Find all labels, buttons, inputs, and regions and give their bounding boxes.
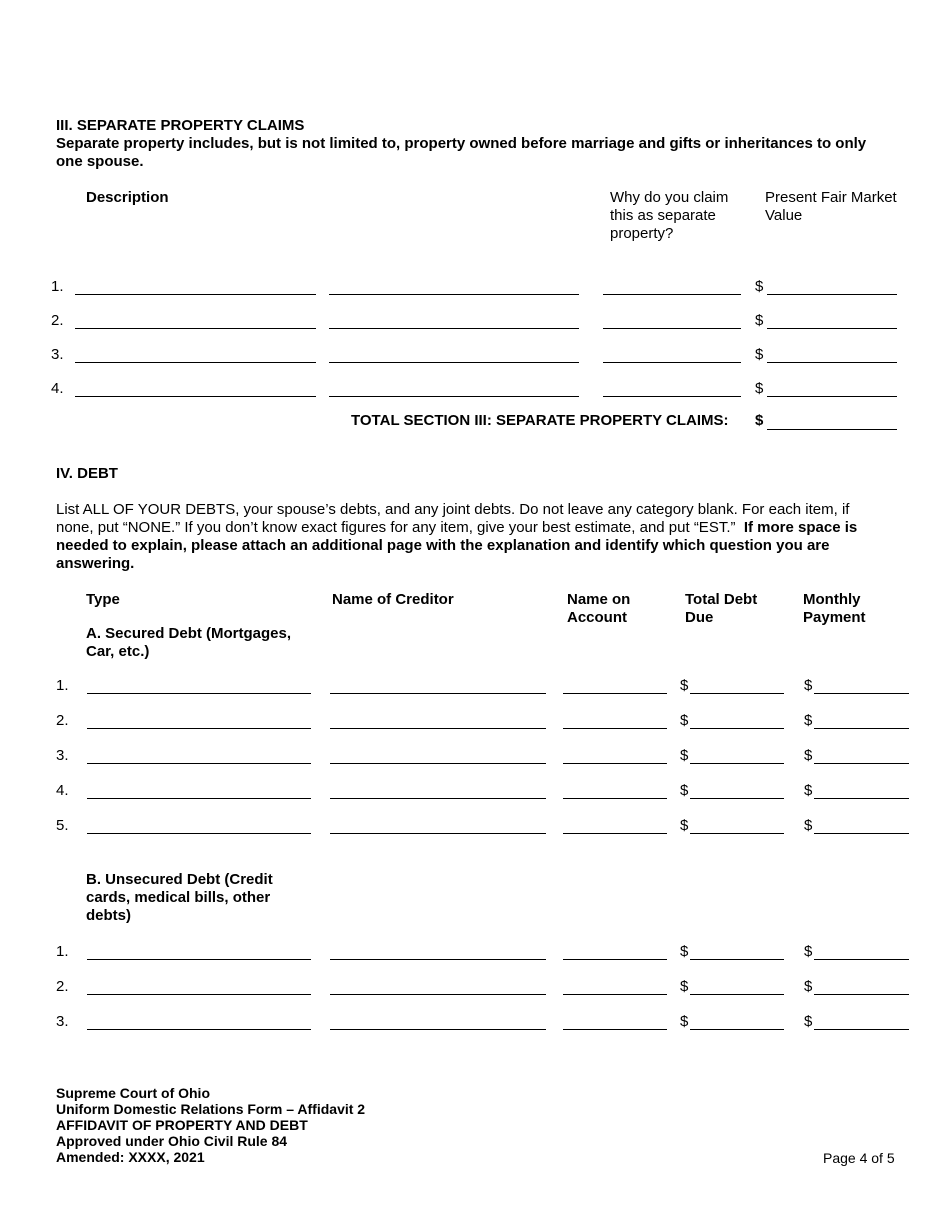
dollar-sign: $	[680, 978, 689, 995]
dollar-sign: $	[755, 346, 764, 363]
dollar-sign: $	[680, 782, 689, 799]
account-name-field[interactable]	[563, 833, 667, 834]
page-number: Page 4 of 5	[823, 1150, 895, 1166]
creditor-field[interactable]	[330, 959, 546, 960]
footer-title: AFFIDAVIT OF PROPERTY AND DEBT	[56, 1117, 308, 1133]
row-number: 3.	[56, 747, 69, 764]
creditor-field[interactable]	[330, 693, 546, 694]
creditor-field[interactable]	[330, 798, 546, 799]
dollar-sign: $	[755, 312, 764, 329]
total-debt-field[interactable]	[690, 994, 784, 995]
account-name-field[interactable]	[563, 798, 667, 799]
row-number: 3.	[51, 346, 64, 363]
dollar-sign: $	[680, 817, 689, 834]
monthly-payment-field[interactable]	[814, 1029, 909, 1030]
dollar-sign: $	[804, 677, 813, 694]
description-field[interactable]	[75, 294, 316, 295]
monthly-payment-field[interactable]	[814, 959, 909, 960]
account-name-field[interactable]	[563, 728, 667, 729]
col-name-of-creditor: Name of Creditor	[332, 591, 454, 608]
footer-court: Supreme Court of Ohio	[56, 1085, 210, 1101]
dollar-sign: $	[804, 817, 813, 834]
unsecured-debt-label: B. Unsecured Debt (Credit cards, medical bills, other debts)	[86, 871, 273, 924]
account-name-field[interactable]	[563, 959, 667, 960]
total-debt-field[interactable]	[690, 833, 784, 834]
monthly-payment-field[interactable]	[814, 763, 909, 764]
dollar-sign: $	[755, 278, 764, 295]
section3-heading: III. SEPARATE PROPERTY CLAIMS	[56, 117, 305, 134]
section3-intro: Separate property includes, but is not limited to, property owned before marriage and gifts or inheritances to only one spouse.	[56, 135, 867, 170]
type-field[interactable]	[87, 798, 311, 799]
row-number: 1.	[56, 677, 69, 694]
account-name-field[interactable]	[563, 763, 667, 764]
dollar-sign: $	[804, 943, 813, 960]
type-field[interactable]	[87, 1029, 311, 1030]
monthly-payment-field[interactable]	[814, 833, 909, 834]
value-field[interactable]	[767, 328, 897, 329]
monthly-payment-field[interactable]	[814, 728, 909, 729]
creditor-field[interactable]	[330, 728, 546, 729]
account-name-field[interactable]	[563, 693, 667, 694]
creditor-field[interactable]	[330, 763, 546, 764]
dollar-sign: $	[680, 747, 689, 764]
type-field[interactable]	[87, 959, 311, 960]
col-why-separate: Why do you claim this as separate property?	[610, 189, 729, 242]
section3-total-field[interactable]	[767, 429, 897, 430]
description-field-2[interactable]	[329, 362, 579, 363]
col-fair-market-value: Present Fair Market Value	[765, 189, 897, 224]
col-name-on-account: Name on Account	[567, 591, 631, 626]
reason-field[interactable]	[603, 362, 741, 363]
footer-block	[56, 1085, 365, 1165]
section4-heading: IV. DEBT	[56, 465, 118, 482]
footer-amended: Amended: XXXX, 2021	[56, 1149, 205, 1165]
type-field[interactable]	[87, 763, 311, 764]
dollar-sign: $	[804, 747, 813, 764]
description-field-2[interactable]	[329, 328, 579, 329]
total-debt-field[interactable]	[690, 959, 784, 960]
row-number: 1.	[51, 278, 64, 295]
row-number: 2.	[56, 712, 69, 729]
row-number: 4.	[56, 782, 69, 799]
description-field-2[interactable]	[329, 396, 579, 397]
dollar-sign: $	[680, 677, 689, 694]
reason-field[interactable]	[603, 396, 741, 397]
description-field[interactable]	[75, 396, 316, 397]
dollar-sign: $	[680, 1013, 689, 1030]
creditor-field[interactable]	[330, 994, 546, 995]
col-type: Type	[86, 591, 120, 608]
dollar-sign: $	[755, 380, 764, 397]
col-description: Description	[86, 189, 169, 206]
type-field[interactable]	[87, 994, 311, 995]
dollar-sign: $	[680, 943, 689, 960]
description-field[interactable]	[75, 328, 316, 329]
account-name-field[interactable]	[563, 994, 667, 995]
total-debt-field[interactable]	[690, 763, 784, 764]
section4-instructions	[56, 501, 886, 573]
creditor-field[interactable]	[330, 833, 546, 834]
row-number: 4.	[51, 380, 64, 397]
section3-total-label: TOTAL SECTION III: SEPARATE PROPERTY CLAIMS:	[351, 412, 729, 429]
value-field[interactable]	[767, 362, 897, 363]
monthly-payment-field[interactable]	[814, 693, 909, 694]
value-field[interactable]	[767, 294, 897, 295]
dollar-sign: $	[804, 1013, 813, 1030]
monthly-payment-field[interactable]	[814, 994, 909, 995]
instructions-bold-text: If more space is needed to explain, please attach an additional page with the explanation and identify which question you are answering.	[56, 519, 858, 572]
row-number: 3.	[56, 1013, 69, 1030]
total-debt-field[interactable]	[690, 693, 784, 694]
row-number: 1.	[56, 943, 69, 960]
dollar-sign: $	[804, 782, 813, 799]
monthly-payment-field[interactable]	[814, 798, 909, 799]
footer-form: Uniform Domestic Relations Form – Affidavit 2	[56, 1101, 366, 1117]
reason-field[interactable]	[603, 294, 741, 295]
total-debt-field[interactable]	[690, 798, 784, 799]
total-debt-field[interactable]	[690, 1029, 784, 1030]
row-number: 5.	[56, 817, 69, 834]
total-debt-field[interactable]	[690, 728, 784, 729]
type-field[interactable]	[87, 833, 311, 834]
footer-rule: Approved under Ohio Civil Rule 84	[56, 1133, 288, 1149]
creditor-field[interactable]	[330, 1029, 546, 1030]
col-total-debt-due: Total Debt Due	[685, 591, 758, 626]
row-number: 2.	[51, 312, 64, 329]
dollar-sign: $	[804, 978, 813, 995]
reason-field[interactable]	[603, 328, 741, 329]
value-field[interactable]	[767, 396, 897, 397]
type-field[interactable]	[87, 693, 311, 694]
row-number: 2.	[56, 978, 69, 995]
section3-total-dollar: $	[755, 412, 764, 429]
account-name-field[interactable]	[563, 1029, 667, 1030]
dollar-sign: $	[680, 712, 689, 729]
dollar-sign: $	[804, 712, 813, 729]
col-monthly-payment: Monthly Payment	[803, 591, 866, 626]
instructions-text: List ALL OF YOUR DEBTS, your spouse’s debts, and any joint debts. Do not leave any category blank. For each item, if none, put “NONE.” If you don’t know exact figures for any item, give your best estimate, and put “EST.”	[56, 501, 850, 536]
secured-debt-label: A. Secured Debt (Mortgages, Car, etc.)	[86, 625, 292, 660]
description-field[interactable]	[75, 362, 316, 363]
type-field[interactable]	[87, 728, 311, 729]
description-field-2[interactable]	[329, 294, 579, 295]
